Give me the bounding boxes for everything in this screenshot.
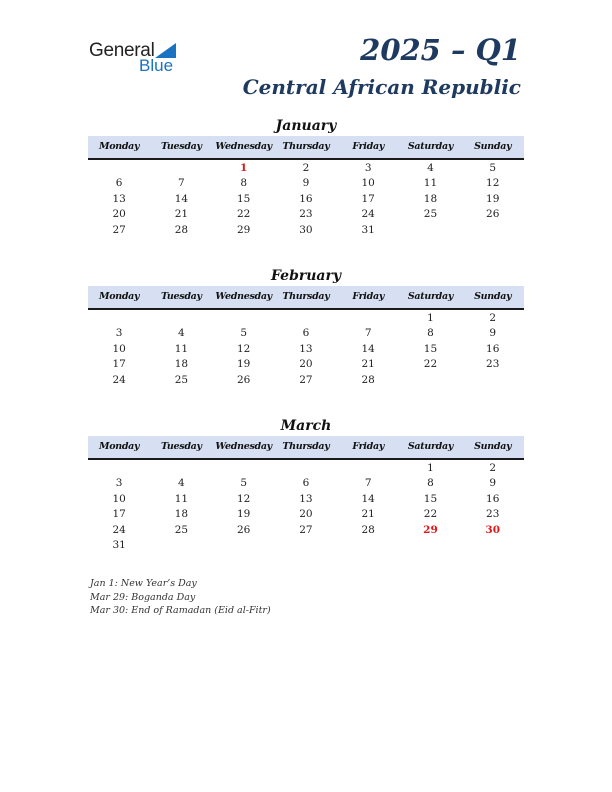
month-february [88, 266, 524, 388]
day-cell: 30 [299, 223, 313, 236]
weekday-label: Sunday [474, 141, 512, 152]
empty-day-cell [399, 538, 461, 553]
day-cell: 23 [299, 208, 313, 221]
page-title: 2025 – Q1 [360, 33, 521, 67]
day-cell: 26 [486, 208, 500, 221]
empty-day-cell [213, 461, 275, 476]
week-row [88, 223, 524, 238]
day-cell: 10 [361, 177, 375, 190]
day-cell: 1 [427, 462, 434, 474]
day-cell: 2 [489, 462, 497, 474]
day-cell: 8 [427, 327, 434, 340]
day-cell: 22 [423, 358, 438, 371]
day-cell: 20 [299, 508, 313, 521]
day-cell: 17 [112, 358, 126, 371]
day-cell: 26 [236, 373, 251, 386]
day-cell: 28 [361, 373, 375, 386]
empty-day-cell [88, 161, 150, 176]
empty-day-cell [399, 223, 461, 238]
day-cell: 11 [174, 492, 189, 505]
weekday-label: Wednesday [215, 291, 272, 302]
holiday-notes [90, 577, 271, 618]
day-cell: 26 [236, 523, 251, 536]
empty-day-cell [150, 461, 212, 476]
month-name: February [270, 268, 341, 284]
month-name: January [275, 118, 337, 134]
day-cell: 15 [236, 192, 251, 205]
day-cell: 1 [240, 162, 248, 174]
empty-day-cell [399, 373, 461, 388]
day-cell: 27 [299, 373, 313, 386]
day-cell: 18 [174, 508, 189, 521]
empty-day-cell [462, 538, 524, 553]
week-row [88, 192, 524, 207]
day-cell: 13 [299, 342, 313, 355]
day-cell: 31 [112, 538, 126, 551]
weekday-label: Tuesday [161, 441, 202, 452]
weekday-label: Thursday [282, 141, 330, 152]
week-row [88, 342, 524, 357]
day-cell: 16 [486, 342, 500, 355]
day-cell: 12 [236, 492, 251, 505]
empty-day-cell [213, 538, 275, 553]
day-cell: 3 [364, 162, 372, 174]
weekday-label: Thursday [282, 441, 330, 452]
day-cell: 14 [361, 492, 375, 505]
week-row [88, 523, 524, 538]
empty-day-cell [275, 311, 337, 326]
weekday-label: Monday [98, 441, 140, 452]
week-row [88, 538, 524, 553]
day-cell: 13 [299, 492, 313, 505]
day-cell: 4 [427, 162, 434, 174]
weekday-label: Tuesday [161, 291, 202, 302]
week-row [88, 507, 524, 522]
day-cell: 9 [489, 477, 497, 490]
weekday-header-row [88, 136, 524, 160]
weekday-label: Thursday [282, 291, 330, 302]
day-cell: 24 [112, 373, 126, 386]
day-cell: 25 [174, 523, 189, 536]
day-cell: 29 [423, 523, 438, 536]
day-cell: 15 [423, 492, 438, 505]
day-cell: 25 [174, 373, 189, 386]
day-cell: 12 [236, 342, 251, 355]
week-row [88, 176, 524, 191]
day-cell: 16 [299, 192, 313, 205]
day-cell: 7 [364, 327, 372, 340]
day-cell: 9 [302, 177, 310, 190]
day-cell: 2 [489, 312, 497, 324]
day-cell: 5 [240, 327, 247, 340]
empty-day-cell [337, 311, 399, 326]
empty-day-cell [337, 538, 399, 553]
day-cell: 5 [240, 477, 247, 490]
day-cell: 28 [174, 223, 189, 236]
day-cell: 21 [361, 358, 375, 371]
week-row [88, 326, 524, 341]
weekday-label: Saturday [407, 291, 454, 302]
month-name: March [280, 418, 332, 434]
empty-day-cell [150, 161, 212, 176]
empty-day-cell [88, 311, 150, 326]
day-cell: 23 [486, 508, 500, 521]
week-row [88, 373, 524, 388]
day-cell: 25 [423, 208, 438, 221]
day-cell: 15 [423, 342, 438, 355]
weekday-label: Saturday [407, 441, 454, 452]
empty-day-cell [88, 461, 150, 476]
day-cell: 10 [112, 492, 126, 505]
holiday-note: Mar 30: End of Ramadan (Eid al-Fitr) [90, 605, 271, 616]
day-cell: 11 [174, 342, 189, 355]
day-cell: 11 [423, 177, 438, 190]
holiday-note: Jan 1: New Year’s Day [90, 578, 197, 589]
day-cell: 13 [112, 192, 126, 205]
empty-day-cell [462, 223, 524, 238]
week-row [88, 492, 524, 507]
empty-day-cell [213, 311, 275, 326]
day-cell: 6 [302, 327, 310, 340]
day-cell: 24 [112, 523, 126, 536]
weekday-label: Friday [352, 441, 385, 452]
week-row [88, 207, 524, 222]
day-cell: 30 [485, 523, 501, 536]
day-cell: 5 [489, 162, 497, 174]
weekday-label: Sunday [474, 441, 512, 452]
weekday-label: Monday [98, 291, 140, 302]
weekday-label: Sunday [474, 291, 512, 302]
day-cell: 21 [174, 208, 189, 221]
weekday-label: Friday [352, 291, 385, 302]
logo [89, 40, 199, 80]
holiday-note: Mar 29: Boganda Day [90, 591, 196, 603]
week-row [88, 476, 524, 491]
day-cell: 6 [115, 177, 123, 190]
day-cell: 18 [174, 358, 189, 371]
day-cell: 17 [112, 508, 126, 521]
day-cell: 6 [302, 477, 310, 490]
day-cell: 19 [486, 192, 500, 205]
day-cell: 31 [361, 223, 375, 236]
empty-day-cell [275, 461, 337, 476]
day-cell: 3 [115, 327, 123, 340]
day-cell: 18 [423, 192, 438, 205]
month-march [88, 416, 524, 553]
day-cell: 29 [236, 223, 251, 236]
week-row [88, 161, 524, 176]
logo-general-text: General [89, 40, 155, 61]
week-row [88, 357, 524, 372]
day-cell: 10 [112, 342, 126, 355]
day-cell: 27 [112, 223, 126, 236]
weekday-label: Friday [352, 141, 385, 152]
weekday-header-row [88, 436, 524, 460]
day-cell: 21 [361, 508, 375, 521]
day-cell: 22 [236, 208, 251, 221]
weekday-label: Wednesday [215, 141, 272, 152]
day-cell: 1 [427, 312, 434, 324]
weekday-label: Monday [98, 141, 140, 152]
day-cell: 3 [115, 477, 123, 490]
day-cell: 22 [423, 508, 438, 521]
weekday-label: Wednesday [215, 441, 272, 452]
day-cell: 7 [178, 177, 185, 190]
day-cell: 20 [299, 358, 313, 371]
empty-day-cell [462, 373, 524, 388]
weekday-label: Tuesday [161, 141, 202, 152]
day-cell: 7 [364, 477, 372, 490]
week-row [88, 311, 524, 326]
logo-blue-text: Blue [139, 56, 174, 75]
day-cell: 27 [299, 523, 313, 536]
day-cell: 8 [240, 177, 247, 190]
day-cell: 4 [178, 327, 185, 340]
day-cell: 4 [178, 477, 185, 490]
page-subtitle: Central African Republic [242, 75, 521, 99]
day-cell: 17 [361, 192, 375, 205]
day-cell: 14 [174, 192, 189, 205]
day-cell: 23 [486, 358, 500, 371]
weekday-header-row [88, 286, 524, 310]
day-cell: 14 [361, 342, 375, 355]
empty-day-cell [150, 538, 212, 553]
day-cell: 20 [112, 208, 126, 221]
empty-day-cell [337, 461, 399, 476]
day-cell: 19 [236, 358, 251, 371]
day-cell: 2 [302, 162, 310, 174]
day-cell: 24 [361, 208, 375, 221]
day-cell: 16 [486, 492, 500, 505]
day-cell: 28 [361, 523, 375, 536]
weekday-label: Saturday [407, 141, 454, 152]
day-cell: 12 [486, 177, 500, 190]
week-row [88, 461, 524, 476]
day-cell: 8 [427, 477, 434, 490]
day-cell: 19 [236, 508, 251, 521]
day-cell: 9 [489, 327, 497, 340]
empty-day-cell [150, 311, 212, 326]
month-january [88, 116, 524, 238]
empty-day-cell [275, 538, 337, 553]
